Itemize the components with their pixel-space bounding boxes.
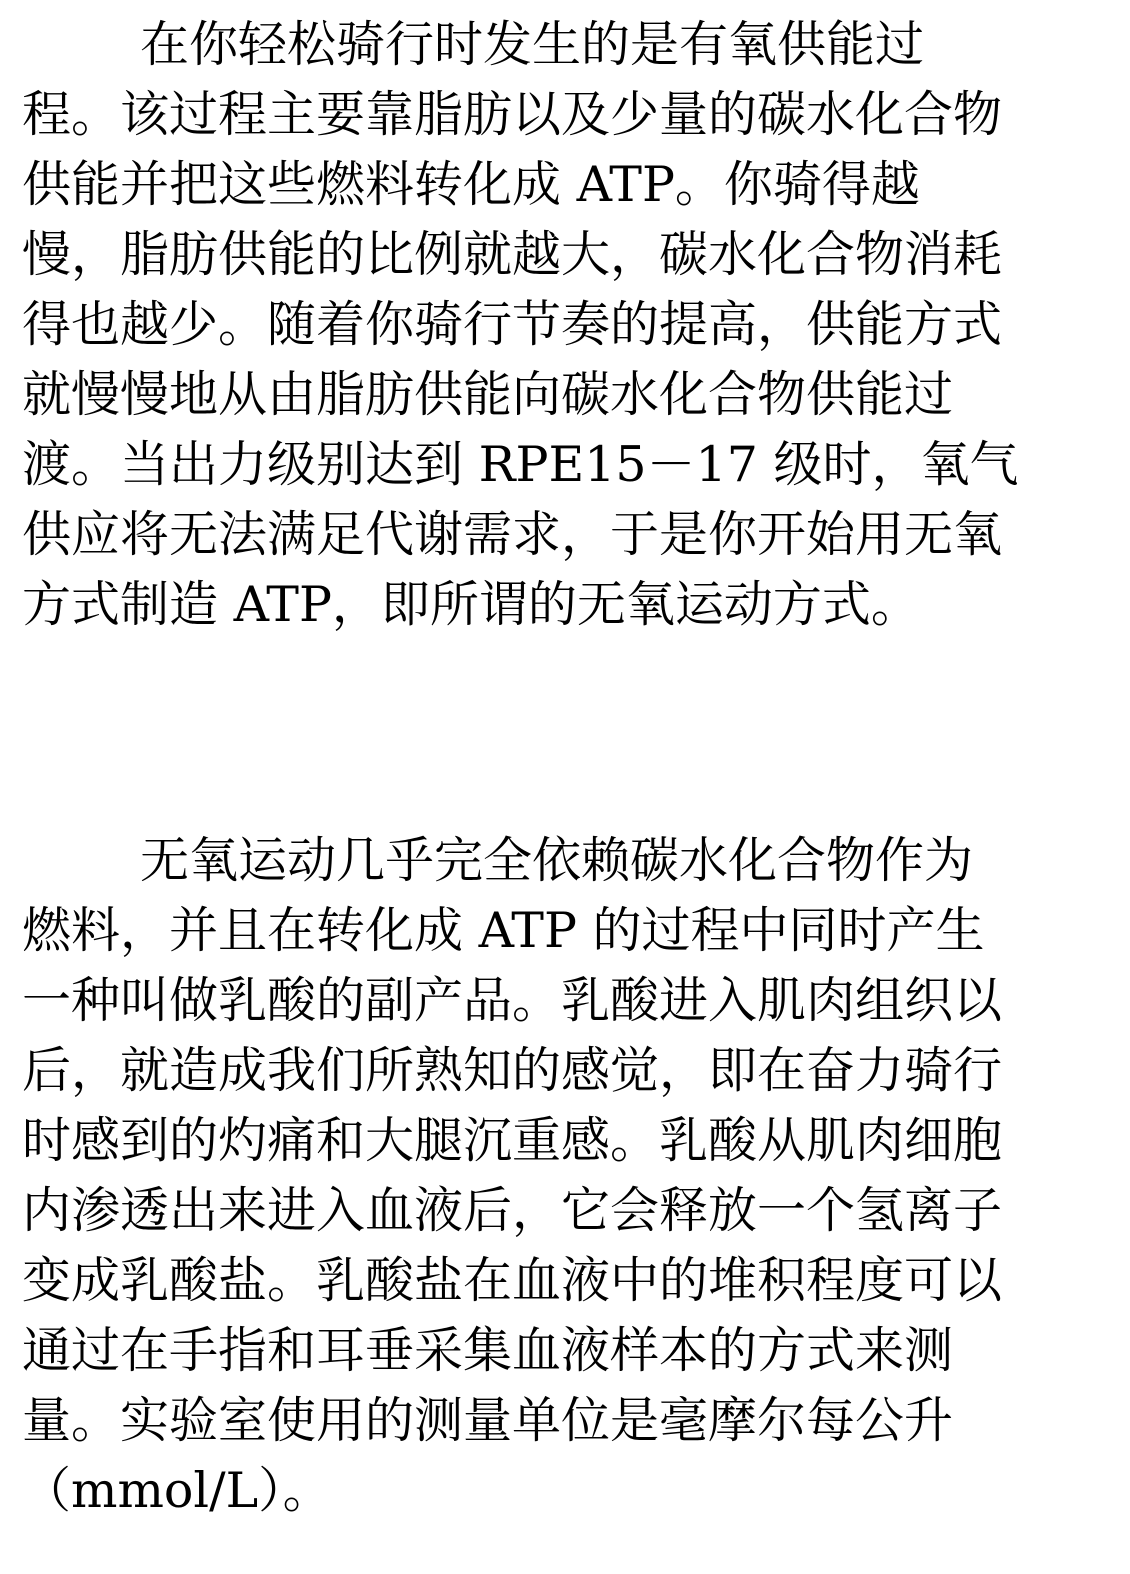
text-line: 供能并把这些燃料转化成 ATP。你骑得越 — [22, 156, 920, 213]
text-line: 后，就造成我们所熟知的感觉，即在奋力骑行 — [22, 1042, 1003, 1099]
text-line: 时感到的灼痛和大腿沉重感。乳酸从肌肉细胞 — [22, 1112, 1003, 1169]
text-line: 渡。当出力级别达到 RPE15－17 级时，氧气 — [22, 436, 1019, 493]
text-line: 燃料，并且在转化成 ATP 的过程中同时产生 — [22, 902, 985, 959]
text-line: 慢，脂肪供能的比例就越大，碳水化合物消耗 — [22, 226, 1003, 283]
text-line: 在你轻松骑行时发生的是有氧供能过 — [140, 16, 925, 73]
text-line: 内渗透出来进入血液后，它会释放一个氢离子 — [22, 1182, 1003, 1239]
text-line: 得也越少。随着你骑行节奏的提高，供能方式 — [22, 296, 1003, 353]
text-line: 通过在手指和耳垂采集血液样本的方式来测 — [22, 1322, 954, 1379]
text-line: 就慢慢地从由脂肪供能向碳水化合物供能过 — [22, 366, 954, 423]
text-line: 供应将无法满足代谢需求，于是你开始用无氧 — [22, 506, 1003, 563]
paragraph-aerobic — [22, 10, 1112, 640]
text-line: 一种叫做乳酸的副产品。乳酸进入肌肉组织以 — [22, 972, 1003, 1029]
text-line: 量。实验室使用的测量单位是毫摩尔每公升 — [22, 1392, 954, 1449]
text-line: （mmol/L）。 — [22, 1462, 332, 1519]
text-line: 无氧运动几乎完全依赖碳水化合物作为 — [140, 832, 974, 889]
text-line: 程。该过程主要靠脂肪以及少量的碳水化合物 — [22, 86, 1003, 143]
text-line: 方式制造 ATP，即所谓的无氧运动方式。 — [22, 576, 920, 633]
paragraph-anaerobic — [22, 826, 1112, 1526]
text-line: 变成乳酸盐。乳酸盐在血液中的堆积程度可以 — [22, 1252, 1003, 1309]
